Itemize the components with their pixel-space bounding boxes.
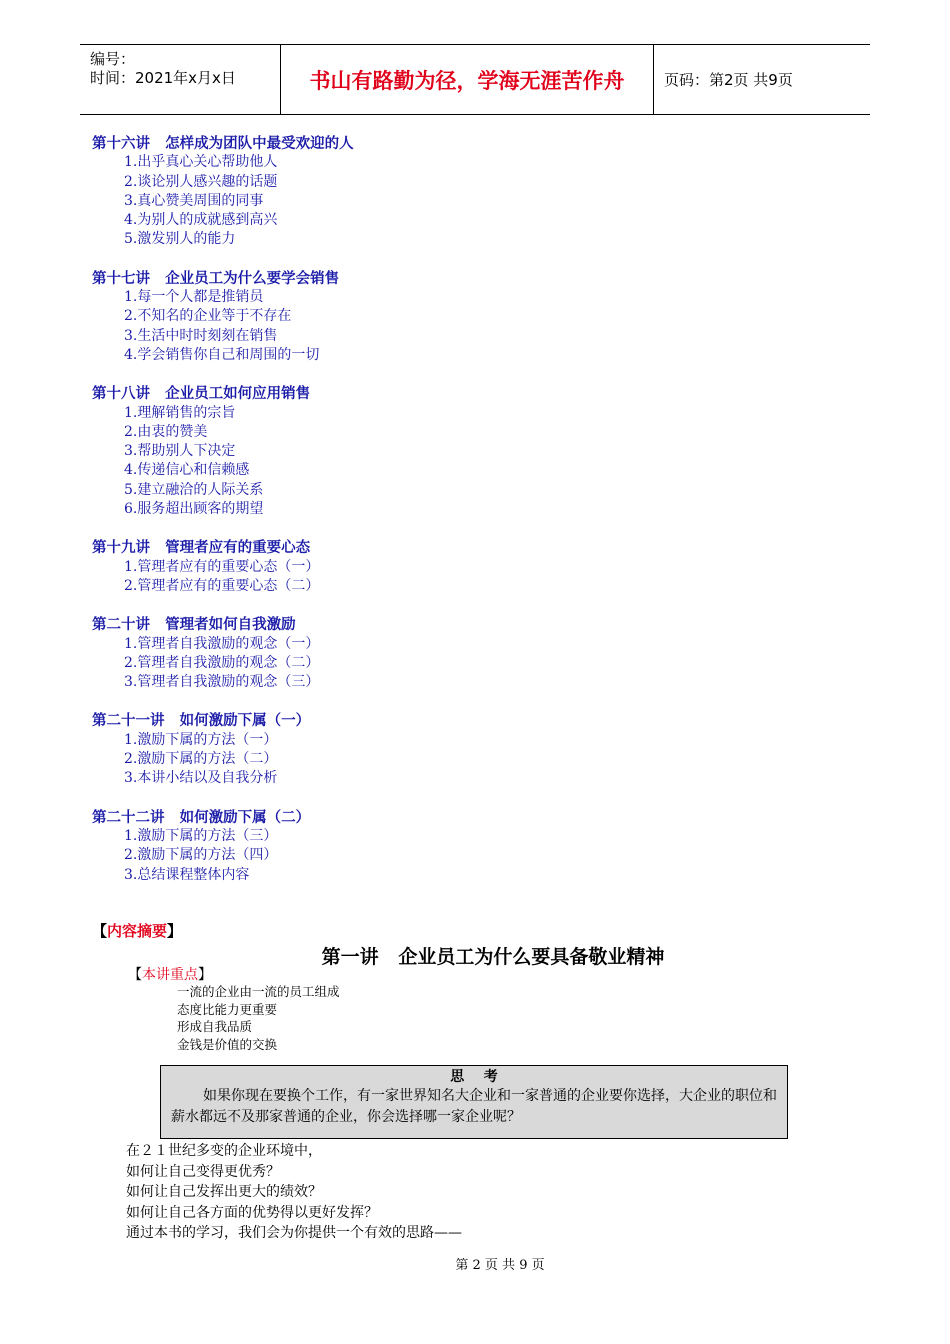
focus-item: 金钱是价值的交换 — [177, 1036, 278, 1052]
lecture-section-item: 1.理解销售的宗旨 — [124, 404, 236, 421]
think-text: 如果你现在要换个工作，有一家世界知名大企业和一家普通的企业要你选择，大企业的职位和薪水都远不及那家普通的企业，你会选择哪一家企业呢？ — [171, 1088, 777, 1125]
lecture-section-item: 3.生活中时时刻刻在销售 — [124, 327, 278, 344]
lecture-section-item: 2.激励下属的方法（二） — [124, 751, 278, 768]
think-box — [160, 1065, 788, 1139]
lecture-section-item: 3.本讲小结以及自我分析 — [124, 770, 278, 787]
focus-item: 一流的企业由一流的员工组成 — [177, 984, 340, 999]
lecture-section-item: 5.激发别人的能力 — [124, 231, 236, 248]
lecture-section-item: 2.管理者自我激励的观念（二） — [124, 654, 320, 671]
lecture-section-item: 5.建立融洽的人际关系 — [124, 481, 264, 498]
summary-label: 【内容摘要】 — [92, 922, 183, 940]
header-motto: 书山有路勤为径，学海无涯苦作舟 — [281, 45, 654, 114]
questions — [126, 1141, 462, 1244]
page-header — [80, 44, 870, 115]
lecture-section-item: 3.管理者自我激励的观念（三） — [124, 674, 320, 691]
focus-list — [177, 983, 340, 1053]
question-line: 如何让自己变得更优秀？ — [126, 1163, 280, 1180]
lecture-section-title: 第二十一讲 如何激励下属（一） — [92, 712, 311, 730]
lecture-section — [92, 615, 792, 692]
lecture-section-item: 1.出乎真心关心帮助他人 — [124, 154, 278, 171]
lecture-section — [92, 269, 792, 365]
lecture-section-title: 第十九讲 管理者应有的重要心态 — [92, 539, 311, 557]
question-line: 通过本书的学习，我们会为你提供一个有效的思路—— — [126, 1225, 462, 1241]
lecture-section-item: 2.由衷的赞美 — [124, 423, 208, 440]
lecture-section-item: 4.学会销售你自己和周围的一切 — [124, 346, 320, 363]
lecture-title: 第一讲 企业员工为什么要具备敬业精神 — [321, 946, 665, 968]
lecture-section-title: 第十七讲 企业员工为什么要学会销售 — [92, 269, 340, 287]
lecture-section-item: 4.为别人的成就感到高兴 — [124, 212, 278, 229]
header-meta — [80, 45, 281, 114]
lecture-section-item: 1.管理者自我激励的观念（一） — [124, 635, 320, 652]
lecture-section-title: 第十六讲 怎样成为团队中最受欢迎的人 — [92, 135, 354, 152]
lecture-section-item: 1.激励下属的方法（一） — [124, 731, 278, 748]
think-title: 思 考 — [450, 1069, 498, 1085]
lecture-section-item: 2.管理者应有的重要心态（二） — [124, 577, 320, 594]
page-footer: 第 2 页 共 9 页 — [455, 1258, 545, 1273]
header-page-number: 页码：第2页 共9页 — [664, 71, 793, 89]
lecture-outline — [92, 134, 792, 904]
question-line: 如何让自己各方面的优势得以更好发挥？ — [126, 1204, 378, 1221]
focus-item: 形成自我品质 — [177, 1019, 253, 1034]
lecture-section-item: 2.激励下属的方法（四） — [124, 847, 278, 864]
focus-item: 态度比能力更重要 — [177, 1001, 278, 1017]
lecture-section-item: 3.真心赞美周围的同事 — [124, 192, 264, 209]
lecture-section-item: 1.每一个人都是推销员 — [124, 289, 264, 306]
lecture-section-item: 1.激励下属的方法（三） — [124, 827, 278, 844]
lecture-section — [92, 134, 792, 250]
focus-label: 【本讲重点】 — [128, 967, 212, 983]
document-number: 编号： — [90, 50, 136, 68]
lecture-section-title: 第二十讲 管理者如何自我激励 — [92, 616, 296, 634]
lecture-section-item: 3.帮助别人下决定 — [124, 443, 236, 460]
lecture-section-title: 第二十二讲 如何激励下属（二） — [92, 808, 311, 826]
lecture-section-item: 1.管理者应有的重要心态（一） — [124, 558, 320, 575]
question-line: 在２１世纪多变的企业环境中， — [126, 1143, 322, 1159]
lecture-section — [92, 808, 792, 885]
lecture-section-item: 3.总结课程整体内容 — [124, 866, 250, 883]
document-time: 时间：2021年x月x日 — [90, 69, 236, 87]
lecture-section-item: 2.不知名的企业等于不存在 — [124, 308, 292, 325]
lecture-section — [92, 384, 792, 519]
lecture-section-item: 2.谈论别人感兴趣的话题 — [124, 173, 278, 190]
lecture-section — [92, 711, 792, 788]
lecture-section-item: 4.传递信心和信赖感 — [124, 462, 250, 479]
question-line: 如何让自己发挥出更大的绩效？ — [126, 1184, 322, 1200]
lecture-section-item: 6.服务超出顾客的期望 — [124, 501, 264, 518]
lecture-section-title: 第十八讲 企业员工如何应用销售 — [92, 385, 311, 403]
lecture-section — [92, 538, 792, 596]
